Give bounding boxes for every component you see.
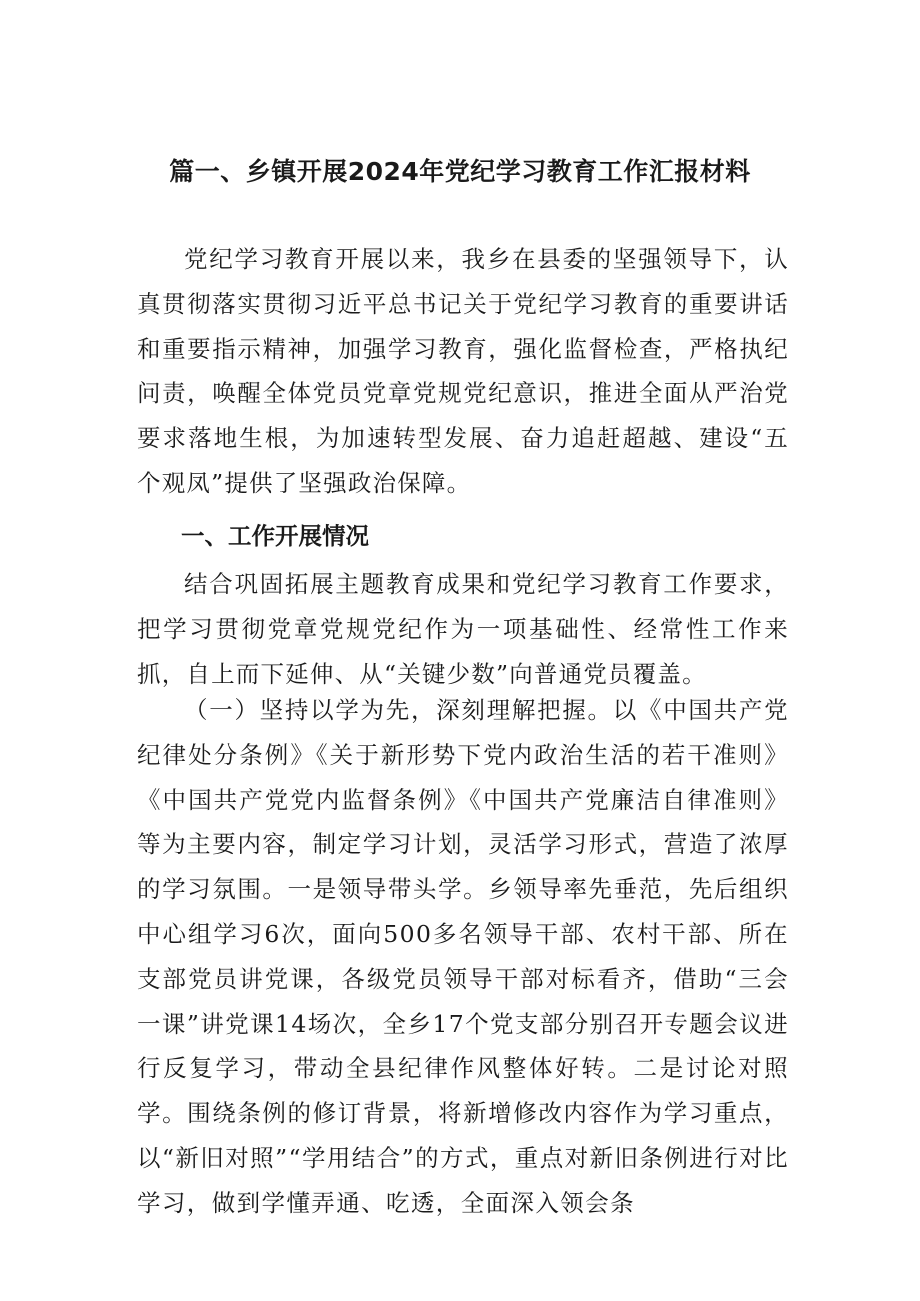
section-heading: 一、工作开展情况 (181, 522, 369, 550)
intro-paragraph: 党纪学习教育开展以来，我乡在县委的坚强领导下，认真贯彻落实贯彻习近平总书记关于党纪学习教育的重要讲话和重要指示精神，加强学习教育，强化监督检查，严格执纪问责，唤醒全体党员党章党规党纪意识，推进全面从严治党要求落地生根，为加速转型发展、奋力追赶超越、建设“五个观凤”提供了坚强政治保障。 (137, 245, 789, 497)
section-paragraph: 结合巩固拓展主题教育成果和党纪学习教育工作要求，把学习贯彻党章党规党纪作为一项基础性、经常性工作来抓，自上而下延伸、从“关键少数”向普通党员覆盖。 (137, 570, 789, 688)
document-title: 篇一、乡镇开展2024年党纪学习教育工作汇报材料 (169, 157, 751, 186)
subsection-paragraph: （一）坚持以学为先，深刻理解把握。以《中国共产党纪律处分条例》《关于新形势下党内政治生活的若干准则》《中国共产党党内监督条例》《中国共产党廉洁自律准则》等为主要内容，制定学习计划，灵活学习形式，营造了浓厚的学习氛围。一是领导带头学。乡领导率先垂范，先后组织中心组学习6次，面向500多名领导干部、农村干部、所在支部党员讲党课，各级党员领导干部对标看齐，借助“三会一课”讲党课14场次，全乡17个党支部分别召开专题会议进行反复学习，带动全县纪律作风整体好转。二是讨论对照学。围绕条例的修订背景，将新增修改内容作为学习重点，以“新旧对照”“学用结合”的方式，重点对新旧条例进行对比学习，做到学懂弄通、吃透，全面深入领会条 (137, 696, 789, 1217)
